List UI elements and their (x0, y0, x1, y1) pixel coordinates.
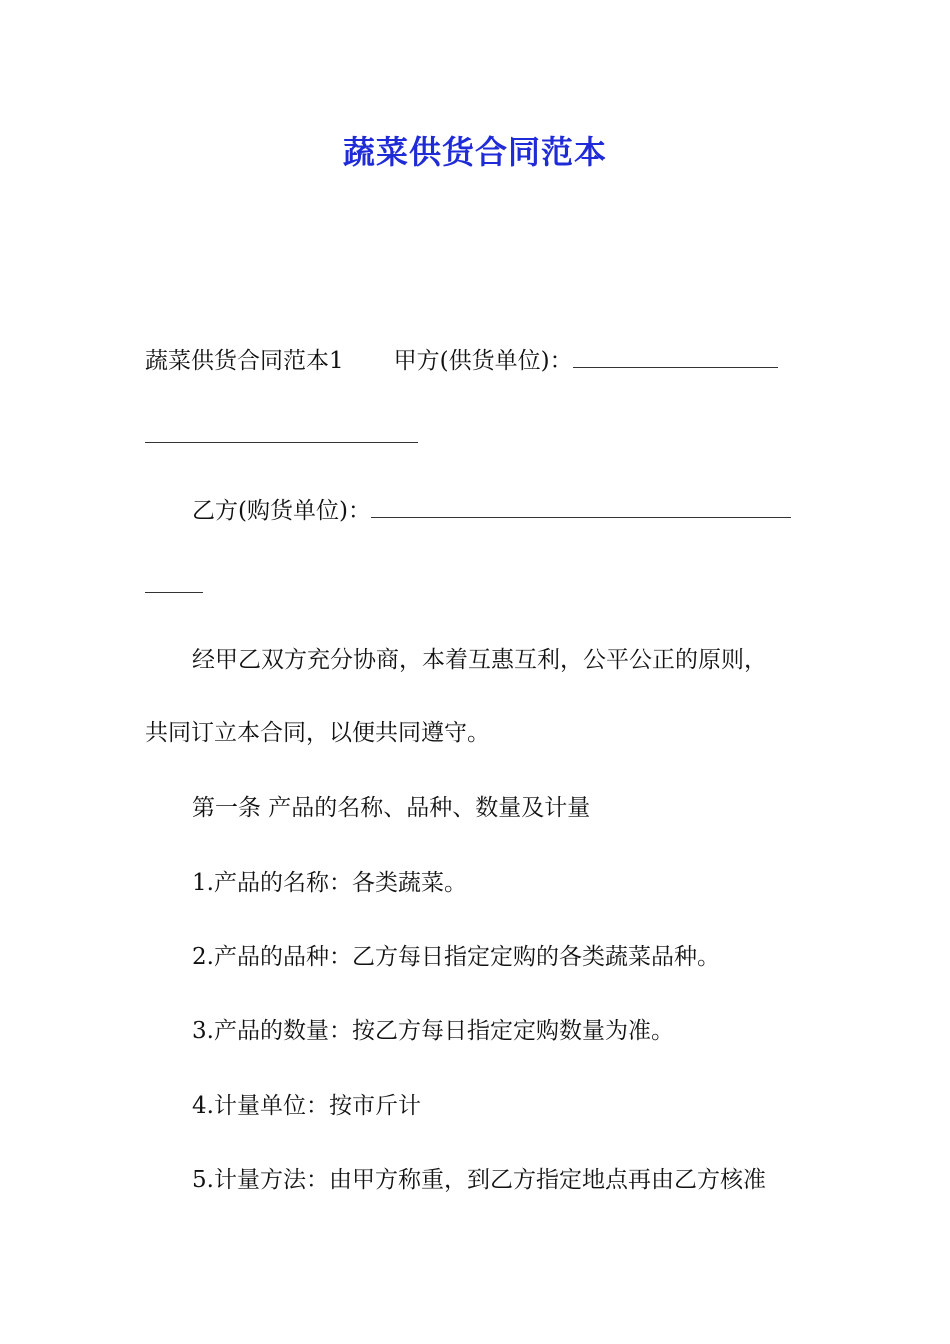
article-one-item-5: 5.计量方法：由甲方称重，到乙方指定地点再由乙方核准 (192, 1167, 766, 1193)
intro-paragraph-line-2: 共同订立本合同，以便共同遵守。 (145, 720, 490, 746)
article-one-item-1: 1.产品的名称：各类蔬菜。 (192, 870, 467, 896)
party-a-blank-continued[interactable] (145, 420, 418, 443)
article-one-item-4: 4.计量单位：按市斤计 (192, 1093, 421, 1119)
party-b-blank[interactable] (371, 495, 791, 518)
party-a-line (145, 345, 810, 377)
party-b-line (145, 495, 810, 527)
party-a-blank-continued-line (145, 420, 810, 452)
party-b-blank-continued-line (145, 570, 810, 602)
intro-paragraph-line-1: 经甲乙双方充分协商，本着互惠互利，公平公正的原则， (192, 647, 767, 673)
document-title: 蔬菜供货合同范本 (342, 133, 607, 171)
article-one-item-3: 3.产品的数量：按乙方每日指定定购数量为准。 (192, 1018, 674, 1044)
article-one-heading: 第一条 产品的名称、品种、数量及计量 (192, 795, 591, 821)
party-a-label: 甲方(供货单位)： (393, 348, 573, 374)
article-one-item-2: 2.产品的品种：乙方每日指定定购的各类蔬菜品种。 (192, 944, 720, 970)
party-a-blank[interactable] (573, 345, 778, 368)
party-b-blank-continued[interactable] (145, 570, 203, 593)
party-b-label: 乙方(购货单位)： (192, 498, 371, 524)
heading-one: 蔬菜供货合同范本1 (145, 348, 344, 374)
